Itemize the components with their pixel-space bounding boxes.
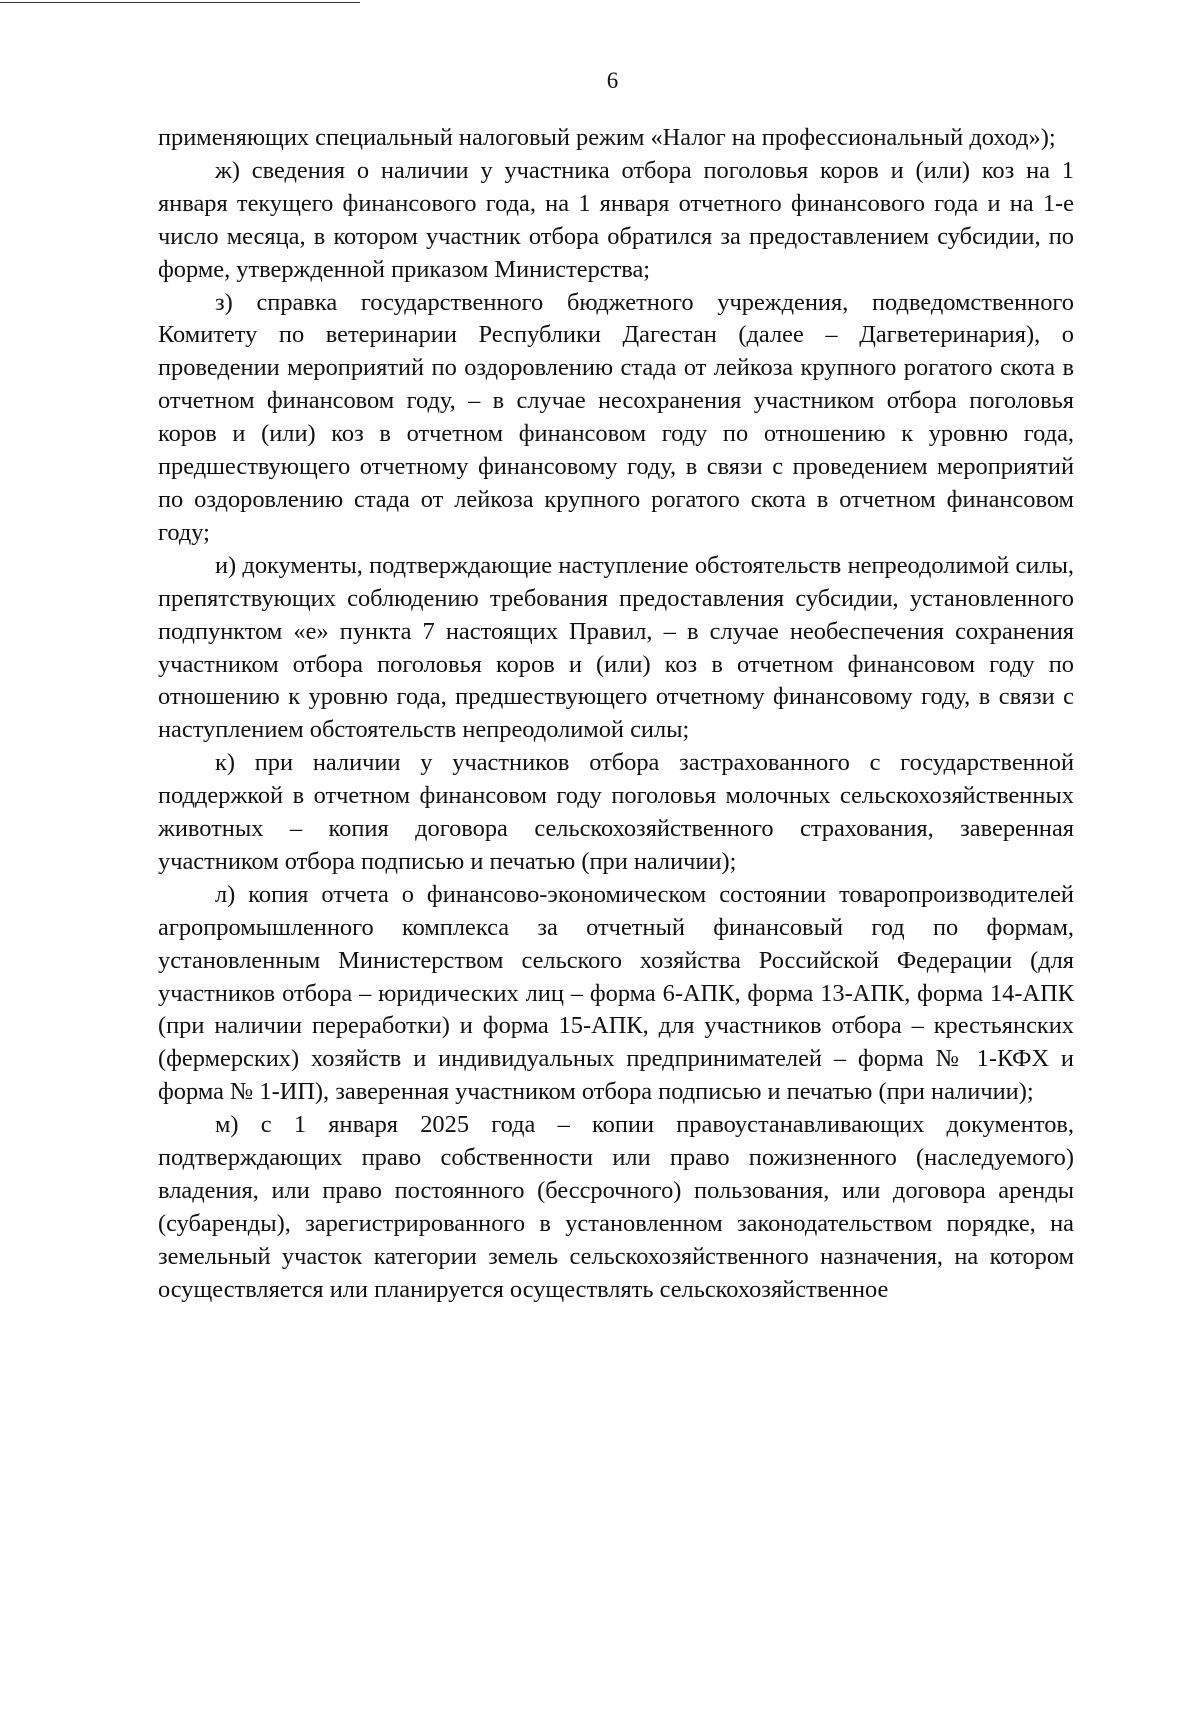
- paragraph-item-i: и) документы, подтверждающие наступление обстоятельств непреодолимой силы, препятствующих соблюдению требования предоставления субсидии, установленного подпунктом «е» пункта 7 настоящих Правил, – в случае необеспечения сохранения участником отбора поголовья коров и (или) коз в отчетном финансовом году по отношению к уровню года, предшествующего отчетному финансовому году, в связи с наступлением обстоятельств непреодолимой силы;: [158, 551, 1074, 744]
- paragraph-item-z: з) справка государственного бюджетного учреждения, подведомственного Комитету по ветеринарии Республики Дагестан (далее – Дагветеринария), о проведении мероприятий по оздоровлению стада от лейкоза крупного рогатого скота в отчетном финансовом году, – в случае несохранения участником отбора поголовья коров и (или) коз в отчетном финансовом году по отношению к уровню года, предшествующего отчетному финансовому году, в связи с проведением мероприятий по оздоровлению стада от лейкоза крупного рогатого скота в отчетном финансовом году;: [158, 288, 1074, 546]
- paragraph-item-k: к) при наличии у участников отбора застрахованного с государственной поддержкой в отчетном финансовом году поголовья молочных сельскохозяйственных животных – копия договора сельскохозяйственного страхования, заверенная участником отбора подписью и печатью (при наличии);: [158, 749, 1074, 875]
- paragraph-item-zh: ж) сведения о наличии у участника отбора поголовья коров и (или) коз на 1 января текущего финансового года, на 1 января отчетного финансового года и на 1-е число месяца, в котором участник отбора обратился за предоставлением субсидии, по форме, утвержденной приказом Министерства;: [158, 156, 1074, 283]
- paragraph-item-m: м) с 1 января 2025 года – копии правоустанавливающих документов, подтверждающих право собственности или право пожизненного (наследуемого) владения, или право постоянного (бессрочного) пользования, или договора аренды (субаренды), зарегистрированного в установленном законодательством порядке, на земельный участок категории земель сельскохозяйственного назначения, на котором осуществляется или планируется осуществлять сельскохозяйственное: [158, 1111, 1074, 1303]
- scan-edge-line: [0, 2, 360, 3]
- paragraph-item-l: л) копия отчета о финансово-экономическом состоянии товаропроизводителей агропромышленного комплекса за отчетный финансовый год по формам, установленным Министерством сельского хозяйства Российской Федерации (для участников отбора – юридических лиц – форма 6-АПК, форма 13-АПК, форма 14-АПК (при наличии переработки) и форма 15-АПК, для участников отбора – крестьянских (фермерских) хозяйств и индивидуальных предпринимателей – форма № 1-КФХ и форма № 1-ИП), заверенная участником отбора подписью и печатью (при наличии);: [158, 880, 1074, 1106]
- page-number: 6: [606, 68, 619, 93]
- document-body: [158, 122, 1074, 1307]
- paragraph-continuation: применяющих специальный налоговый режим «Налог на профессиональный доход»);: [158, 124, 1056, 151]
